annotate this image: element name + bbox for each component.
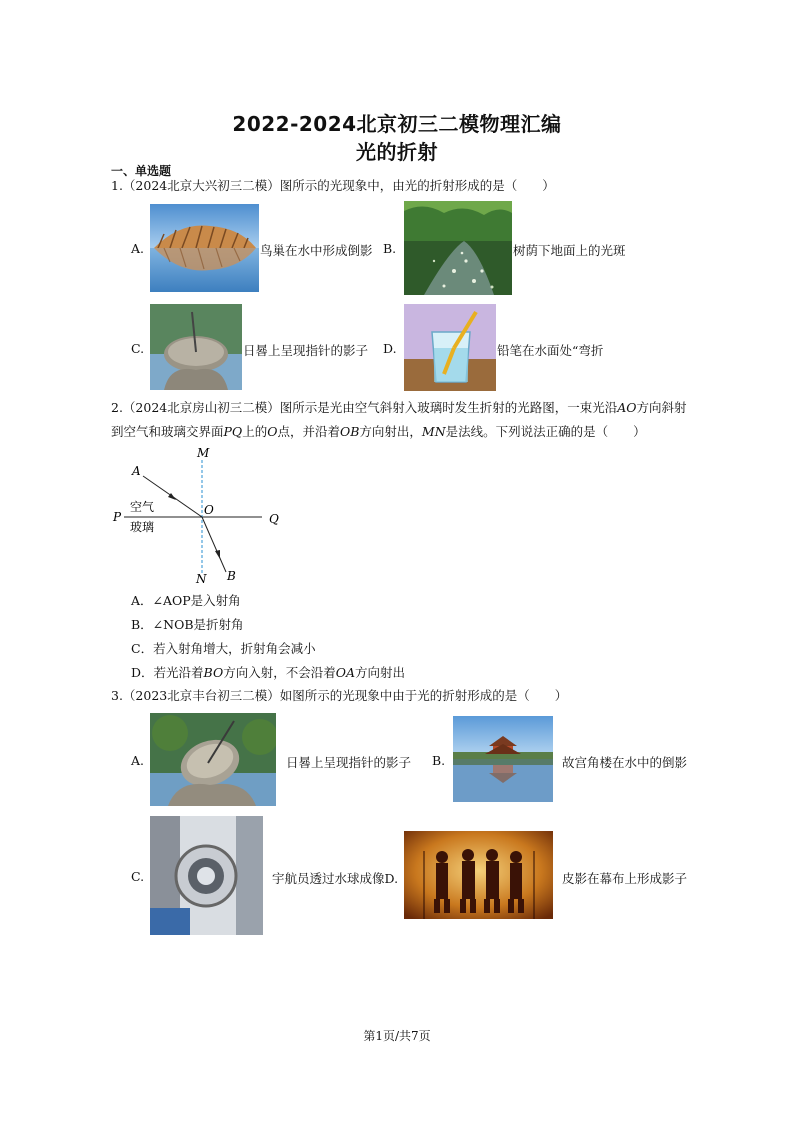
diagram-label-o: O bbox=[204, 503, 214, 517]
q1-option-d-image bbox=[404, 304, 496, 391]
q1-option-b-image bbox=[404, 201, 512, 295]
q3-option-a-label: A. bbox=[131, 753, 145, 768]
q3-option-d-image bbox=[404, 831, 553, 919]
page-footer: 第1页/共7页 bbox=[363, 1029, 431, 1043]
question-2-stem-line-1: 2.（2024北京房山初三二模）图所示是光由空气斜射入玻璃时发生折射的光路图，一束光沿AO方向斜射 bbox=[111, 400, 687, 415]
q1-option-a-caption: 鸟巢在水中形成倒影 bbox=[260, 243, 373, 258]
q2-option-a: A．∠AOP是入射角 bbox=[131, 593, 241, 608]
question-3-stem: 3.（2023北京丰台初三二模）如图所示的光现象中由于光的折射形成的是（ ） bbox=[111, 688, 568, 703]
document-title: 2022-2024北京初三二模物理汇编 bbox=[232, 112, 562, 136]
q3-option-a-caption: 日晷上呈现指针的影子 bbox=[286, 755, 412, 770]
q1-option-d-label: D. bbox=[383, 341, 397, 356]
q1-option-d-caption: 铅笔在水面处“弯折 bbox=[497, 343, 604, 358]
diagram-label-b: B bbox=[227, 569, 236, 583]
q1-option-a-image bbox=[150, 204, 259, 292]
q1-option-b-label: B. bbox=[383, 241, 397, 256]
q2-option-c: C．若入射角增大，折射角会减小 bbox=[131, 641, 316, 656]
q3-option-c-caption: 宇航员透过水球成像D. bbox=[272, 871, 399, 886]
diagram-label-air: 空气 bbox=[130, 500, 155, 514]
question-1-stem: 1.（2024北京大兴初三二模）图所示的光现象中，由光的折射形成的是（ ） bbox=[111, 178, 555, 193]
diagram-label-m: M bbox=[197, 446, 210, 460]
q1-option-c-caption: 日晷上呈现指针的影子 bbox=[243, 343, 369, 358]
section-heading: 一、单选题 bbox=[111, 164, 172, 178]
q3-option-b-image bbox=[453, 716, 553, 802]
q1-option-c-image bbox=[150, 304, 242, 390]
q3-option-a-image bbox=[150, 713, 276, 806]
q2-option-b: B．∠NOB是折射角 bbox=[131, 617, 244, 632]
q1-option-a-label: A. bbox=[131, 241, 145, 256]
document-subtitle: 光的折射 bbox=[356, 140, 438, 164]
diagram-label-q: Q bbox=[269, 512, 279, 526]
q3-option-d-caption: 皮影在幕布上形成影子 bbox=[562, 871, 688, 886]
q3-option-b-label: B. bbox=[432, 753, 446, 768]
q3-option-c-label: C. bbox=[131, 869, 145, 884]
diagram-label-glass: 玻璃 bbox=[130, 520, 155, 534]
diagram-label-a: A bbox=[132, 464, 141, 478]
q3-option-c-image bbox=[150, 816, 263, 935]
q2-refraction-diagram bbox=[110, 444, 290, 588]
q1-option-c-label: C. bbox=[131, 341, 145, 356]
diagram-label-n: N bbox=[196, 572, 207, 586]
q3-option-b-caption: 故宫角楼在水中的倒影 bbox=[562, 755, 688, 770]
q2-option-d: D．若光沿着BO方向入射，不会沿着OA方向射出 bbox=[131, 665, 406, 680]
q1-option-b-caption: 树荫下地面上的光斑 bbox=[513, 243, 626, 258]
question-2-stem-line-2: 到空气和玻璃交界面PQ上的O点，并沿着OB方向射出，MN是法线。下列说法正确的是（ ） bbox=[111, 424, 646, 439]
diagram-label-p: P bbox=[113, 510, 122, 524]
